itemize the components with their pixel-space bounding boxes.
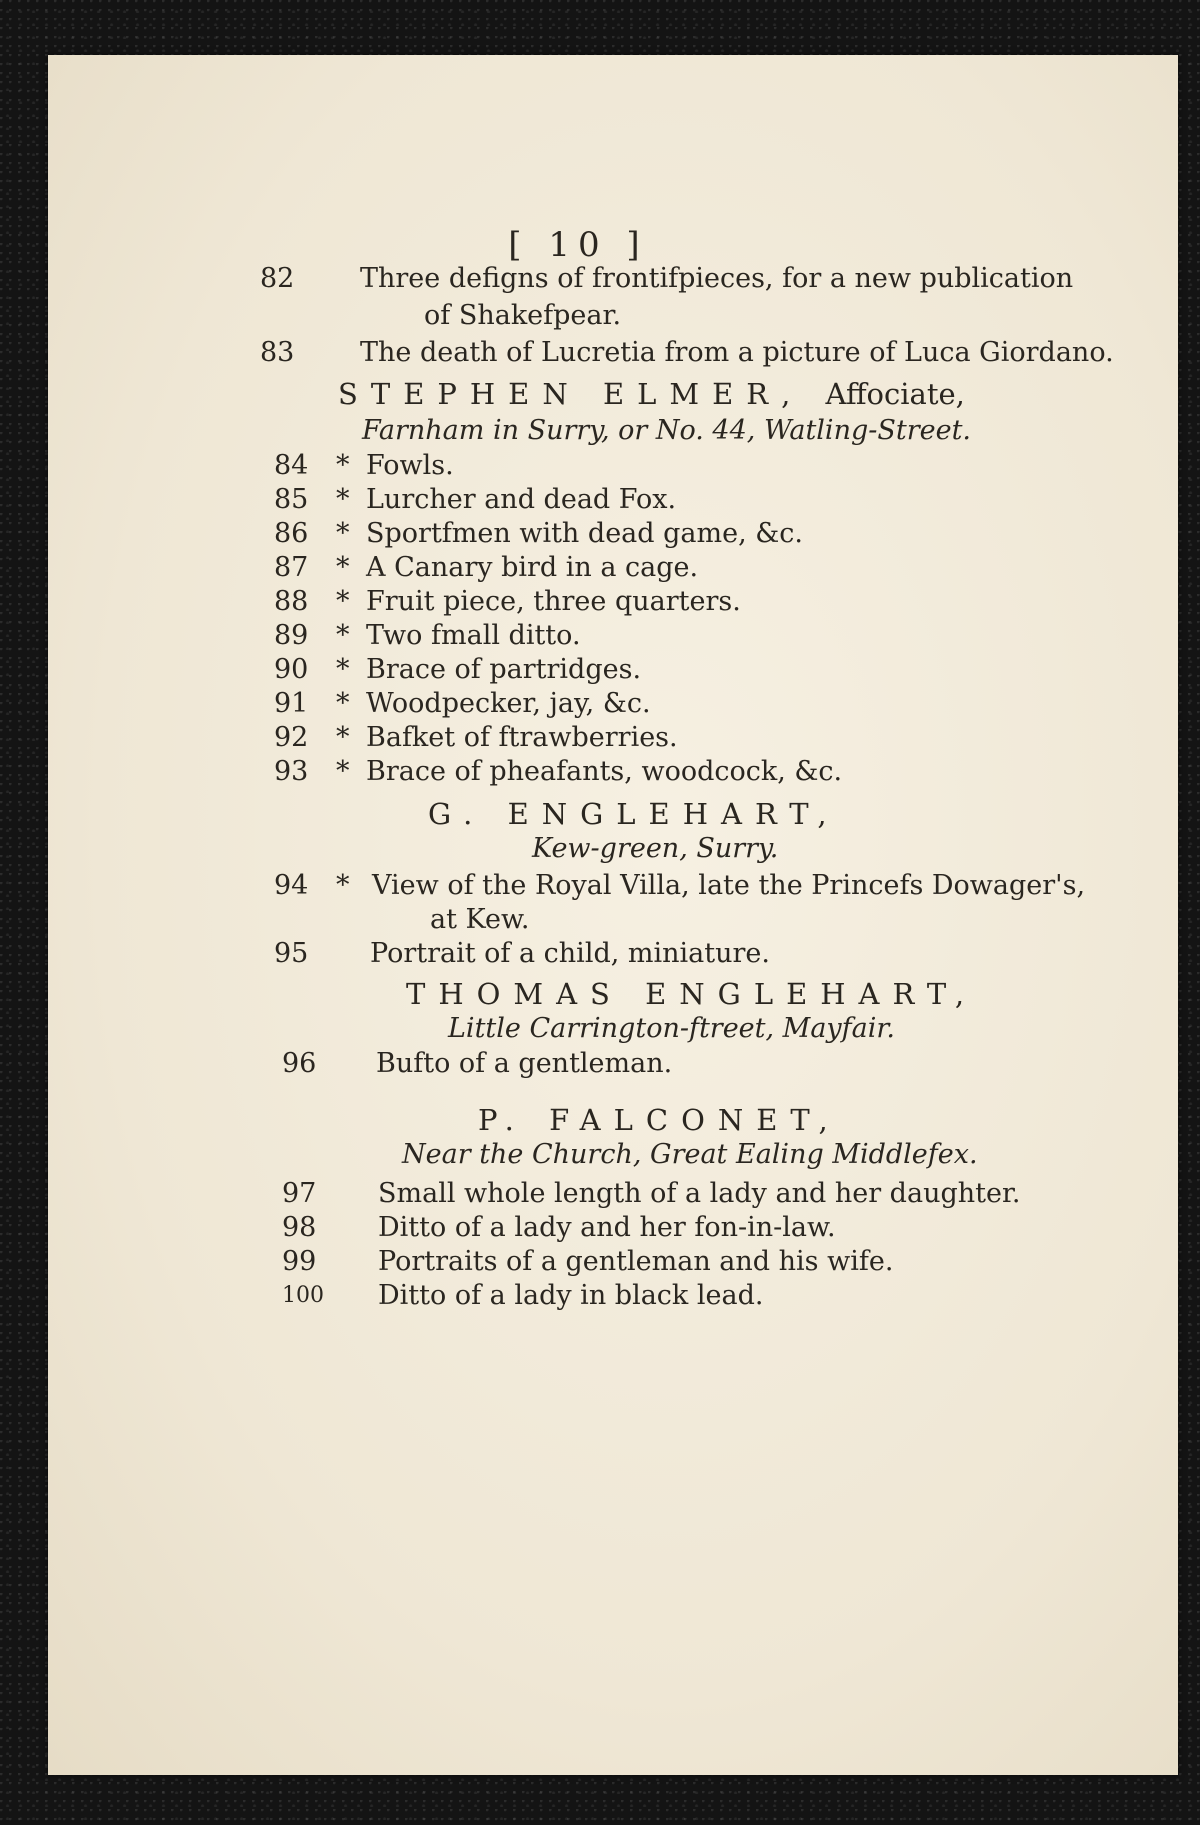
entry-number: 97 (282, 1178, 317, 1209)
entry-number: 100 (282, 1283, 324, 1308)
entry-text: Portrait of a child, miniature. (370, 938, 770, 969)
entry-number: 93 (274, 756, 309, 787)
entry-text: Lurcher and dead Fox. (366, 484, 677, 515)
entry-text: Brace of partridges. (366, 654, 642, 685)
entry-star: * (336, 484, 350, 515)
entry-number: 90 (274, 654, 309, 685)
entry-number: 96 (282, 1048, 317, 1079)
entry-number: 95 (274, 938, 309, 969)
entry-text: Bufto of a gentleman. (376, 1048, 673, 1079)
entry-number: 85 (274, 484, 309, 515)
entry-star: * (336, 518, 350, 549)
artist-address: Kew-green, Surry. (532, 833, 779, 864)
entry-star: * (336, 586, 350, 617)
entry-star: * (336, 870, 350, 901)
artist-role: Affociate, (825, 377, 965, 411)
entry-number: 86 (274, 518, 309, 549)
artist-name-text: STEPHEN ELMER, (338, 377, 804, 411)
artist-name: THOMAS ENGLEHART, (406, 977, 978, 1011)
entry-text: Bafket of ftrawberries. (366, 722, 678, 753)
entry-number: 82 (260, 263, 295, 294)
entry-text: Small whole length of a lady and her daughter. (378, 1178, 1021, 1209)
catalogue-page (48, 55, 1178, 1775)
entry-star: * (336, 756, 350, 787)
entry-number: 91 (274, 688, 309, 719)
entry-star: * (336, 722, 350, 753)
artist-name: G. ENGLEHART, (428, 797, 840, 831)
entry-number: 88 (274, 586, 309, 617)
entry-number: 99 (282, 1246, 317, 1277)
entry-star: * (336, 688, 350, 719)
artist-address: Farnham in Surry, or No. 44, Watling-Street. (362, 415, 972, 446)
entry-star: * (336, 450, 350, 481)
entry-text: Fowls. (366, 450, 454, 481)
entry-number: 83 (260, 337, 295, 368)
entry-text: Sportfmen with dead game, &c. (366, 518, 803, 549)
entry-text: Two fmall ditto. (366, 620, 581, 651)
entry-text: Ditto of a lady in black lead. (378, 1280, 764, 1311)
artist-address: Near the Church, Great Ealing Middlefex. (402, 1139, 978, 1170)
entry-number: 87 (274, 552, 309, 583)
entry-number: 92 (274, 722, 309, 753)
entry-text: Woodpecker, jay, &c. (366, 688, 651, 719)
entry-number: 94 (274, 870, 309, 901)
entry-text: Fruit piece, three quarters. (366, 586, 741, 617)
entry-number: 89 (274, 620, 309, 651)
entry-text: Brace of pheafants, woodcock, &c. (366, 756, 843, 787)
entry-text: Portraits of a gentleman and his wife. (378, 1246, 894, 1277)
entry-text: Ditto of a lady and her fon-in-law. (378, 1212, 836, 1243)
entry-text: View of the Royal Villa, late the Princefs Dowager's, (372, 870, 1086, 901)
artist-name: P. FALCONET, (478, 1103, 841, 1137)
entry-star: * (336, 620, 350, 651)
artist-name (338, 377, 965, 411)
entry-text-cont: of Shakefpear. (424, 300, 622, 331)
entry-text: A Canary bird in a cage. (366, 552, 699, 583)
entry-number: 98 (282, 1212, 317, 1243)
artist-address: Little Carrington-ftreet, Mayfair. (448, 1013, 895, 1044)
entry-star: * (336, 654, 350, 685)
page-number: [ 10 ] (508, 225, 648, 265)
entry-text: Three defigns of frontifpieces, for a new publication (360, 263, 1074, 294)
entry-text: The death of Lucretia from a picture of Luca Giordano. (360, 337, 1114, 368)
entry-number: 84 (274, 450, 309, 481)
entry-text-cont: at Kew. (430, 904, 530, 935)
entry-star: * (336, 552, 350, 583)
